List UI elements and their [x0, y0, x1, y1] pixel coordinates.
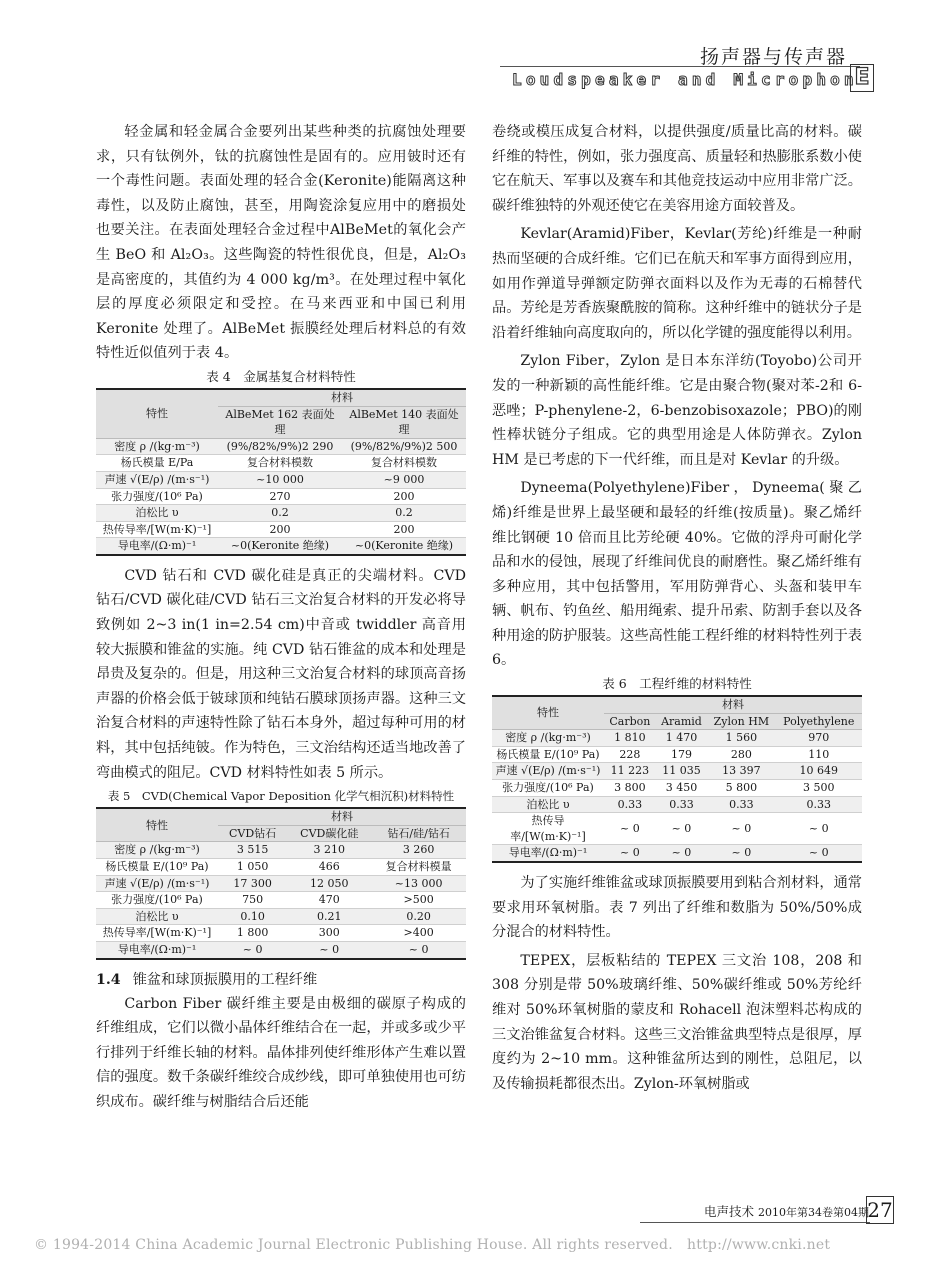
cell: 17 300 [218, 875, 287, 892]
table-column-header: AlBeMet 162 表面处理 [218, 406, 342, 438]
cell: 750 [218, 892, 287, 909]
cell: 970 [776, 730, 862, 747]
cell: 1 470 [656, 730, 707, 747]
right-column [492, 120, 862, 1096]
row-label: 密度 ρ /(kg·m⁻³) [96, 842, 218, 859]
cell: 0.20 [371, 908, 466, 925]
table-header-group: 材料 [218, 808, 466, 825]
cell: ~ 0 [776, 813, 862, 845]
row-label: 声速 √(E/ρ) /(m·s⁻¹) [492, 763, 604, 780]
cell: 3 515 [218, 842, 287, 859]
table-column-header: AlBeMet 140 表面处理 [342, 406, 466, 438]
table-row [96, 875, 466, 892]
row-label: 泊松比 υ [492, 796, 604, 813]
body-paragraph: Kevlar(Aramid)Fiber，Kevlar(芳纶)纤维是一种耐热而坚硬的合成纤维。它们已在航天和军事方面得到应用，如用作弹道导弹额定防弹衣面料以及作为无毒的石棉替代品。芳纶是芳香族聚酰胺的简称。这种纤维中的链状分子是沿着纤维轴向高度取向的，所以化学键的强度能得以利用。 [492, 226, 862, 341]
table-header-group: 材料 [218, 389, 466, 406]
cell: >500 [371, 892, 466, 909]
cell: 110 [776, 746, 862, 763]
cell: ~ 0 [604, 845, 656, 862]
cell: 11 223 [604, 763, 656, 780]
cell: 5 800 [707, 780, 775, 797]
cell: 179 [656, 746, 707, 763]
table-row [96, 521, 466, 538]
cell: ~ 0 [707, 813, 775, 845]
table-row [96, 941, 466, 958]
cell: (9%/82%/9%)2 500 [342, 438, 466, 455]
table-header-property: 特性 [96, 389, 218, 438]
cell: 1 800 [218, 925, 287, 942]
row-label: 密度 ρ /(kg·m⁻³) [492, 730, 604, 747]
table-header-property: 特性 [96, 808, 218, 842]
cell: 3 260 [371, 842, 466, 859]
table-header-property: 特性 [492, 696, 604, 730]
cell: 0.2 [342, 505, 466, 522]
table-row [96, 892, 466, 909]
cell: ~ 0 [707, 845, 775, 862]
body-paragraph: Zylon Fiber，Zylon 是日本东洋纺(Toyobo)公司开发的一种新颖的高性能纤维。它是由聚合物(聚对苯-2和 6-恶唑；P-phenylene-2，6-benzobisoxazole；PBO)的刚性棒状链分子组成。它的典型用途是人体防弹衣。Zylon HM 是已考虑的下一代纤维，而且是对 Kevlar 的升级。 [492, 353, 862, 468]
header-logo-box: E [850, 64, 874, 92]
row-label: 杨氏模量 E/Pa [96, 455, 218, 472]
table-column-header: Polyethylene [776, 713, 862, 730]
cell: 3 210 [287, 842, 371, 859]
row-label: 泊松比 υ [96, 908, 218, 925]
header-rule [500, 66, 860, 67]
cell: 复合材料模数 [342, 455, 466, 472]
row-label: 声速 √(E/ρ) /(m·s⁻¹) [96, 875, 218, 892]
cell: 0.33 [776, 796, 862, 813]
cell: 200 [342, 521, 466, 538]
cell: 复合材料模量 [371, 859, 466, 876]
row-label: 热传导率/[W(m·K)⁻¹] [96, 925, 218, 942]
cell: ~ 0 [776, 845, 862, 862]
row-label: 热传导率/[W(m·K)⁻¹] [492, 813, 604, 845]
page-number: 27 [867, 1198, 893, 1222]
cell: 0.21 [287, 908, 371, 925]
table-row [96, 859, 466, 876]
cell: 200 [218, 521, 342, 538]
cell: 0.33 [604, 796, 656, 813]
row-label: 张力强度/(10⁶ Pa) [96, 892, 218, 909]
cell: ~ 0 [371, 941, 466, 958]
cell: 1 810 [604, 730, 656, 747]
cell: 3 450 [656, 780, 707, 797]
table-row [492, 763, 862, 780]
cell: ~13 000 [371, 875, 466, 892]
row-label: 泊松比 υ [96, 505, 218, 522]
table-row [96, 438, 466, 455]
cell: 280 [707, 746, 775, 763]
cell: ~ 0 [287, 941, 371, 958]
table-column-header: Carbon [604, 713, 656, 730]
cell: 复合材料模数 [218, 455, 342, 472]
table-row [96, 488, 466, 505]
table-column-header: Aramid [656, 713, 707, 730]
cell: 10 649 [776, 763, 862, 780]
row-label: 热传导率/[W(m·K)⁻¹] [96, 521, 218, 538]
journal-issue: 2010年第34卷第04期 [758, 1206, 869, 1219]
section-number: 1.4 [96, 971, 121, 988]
table-row [96, 455, 466, 472]
left-column [96, 120, 466, 1115]
cell: ~ 0 [218, 941, 287, 958]
table-column-header: 钻石/硅/钻石 [371, 825, 466, 842]
cell: 0.10 [218, 908, 287, 925]
body-paragraph: Carbon Fiber 碳纤维主要是由极细的碳原子构成的纤维组成，它们以微小晶体纤维结合在一起，并或多或少平行排列于纤维长轴的材料。晶体排列使纤维形体产生难以置信的强度。数千条碳纤维绞合成纱线，即可单独使用也可纺织成布。碳纤维与树脂结合后还能 [96, 995, 466, 1110]
running-header-title: 扬声器与传声器 [700, 46, 848, 68]
section-heading [96, 968, 466, 992]
body-paragraph: 轻金属和轻金属合金要列出某些种类的抗腐蚀处理要求，只有钛例外，钛的抗腐蚀性是固有的。应用铍时还有一个毒性问题。表面处理的轻合金(Keronite)能隔离这种毒性，以及防止腐蚀，甚至，用陶瓷涂复应用中的磨损处也要关注。在表面处理轻合金过程中AlBeMet的氧化会产生 BeO 和 Al₂O₃。这些陶瓷的特性很优良，但是，Al₂O₃ 是高密度的，其值约为 4 000 kg/m³。在处理过程中氧化层的厚度必须限定和受控。在马来西亚和中国已利用 Keronite 处理了。AlBeMet 振膜经处理后材料总的有效特性近似值列于表 4。 [96, 124, 466, 362]
cell: 12 050 [287, 875, 371, 892]
cell: 466 [287, 859, 371, 876]
table-row [96, 842, 466, 859]
table-row [96, 925, 466, 942]
journal-footer [704, 1202, 869, 1220]
cell: 13 397 [707, 763, 775, 780]
row-label: 导电率/(Ω·m)⁻¹ [96, 941, 218, 958]
cell: 1 560 [707, 730, 775, 747]
body-paragraph: CVD 钻石和 CVD 碳化硅是真正的尖端材料。CVD 钻石/CVD 碳化硅/CVD 钻石三文治复合材料的开发必将导致例如 2~3 in(1 in=2.54 cm)中音或 twiddler 高音用较大振膜和锥盆的实施。纯 CVD 钻石锥盆的成本和处理是昂贵及复杂的。但是，用这种三文治复合材料的球顶高音扬声器的价格会低于铍球顶和纯钻石膜球顶扬声器。这种三文治复合材料的声速特性除了钻石本身外，超过每种可用的材料，其中包括纯铍。作为特色，三文治结构还适当地改善了弯曲模式的阻尼。CVD 材料特性如表 5 所示。 [96, 567, 466, 781]
cell: 3 500 [776, 780, 862, 797]
table-caption: 表 4 金属基复合材料特性 [206, 368, 356, 384]
table-4 [96, 388, 466, 556]
row-label: 张力强度/(10⁶ Pa) [492, 780, 604, 797]
table-row [96, 471, 466, 488]
cell: ~9 000 [342, 471, 466, 488]
cell: ~ 0 [656, 813, 707, 845]
table-caption: 表 5 CVD(Chemical Vapor Deposition 化学气相沉积)材料特性 [107, 789, 455, 804]
table-column-header: CVD钻石 [218, 825, 287, 842]
table-row [96, 908, 466, 925]
cell: 470 [287, 892, 371, 909]
cell: 11 035 [656, 763, 707, 780]
table-row [492, 780, 862, 797]
cell: ~ 0 [656, 845, 707, 862]
cell: >400 [371, 925, 466, 942]
row-label: 导电率/(Ω·m)⁻¹ [492, 845, 604, 862]
table-row [96, 505, 466, 522]
cell: 0.33 [707, 796, 775, 813]
table-row [492, 845, 862, 862]
body-paragraph: Dyneema(Polyethylene)Fiber，Dyneema(聚乙烯)纤维是世界上最坚硬和最轻的纤维(按质量)。聚乙烯纤维比钢硬 10 倍而且比芳纶硬 40%。它做的浮舟可耐化学品和水的侵蚀，展现了纤维间优良的耐磨性。聚乙烯纤维有多种应用，其中包括警用，军用防弹背心、头盔和装甲车辆、帆布、钓鱼丝、船用绳索、提升吊索、防割手套以及各种用途的防护服装。这些高性能工程纤维的材料特性列于表 6。 [492, 480, 862, 669]
row-label: 密度 ρ /(kg·m⁻³) [96, 438, 218, 455]
cell: 3 800 [604, 780, 656, 797]
table-column-header: Zylon HM [707, 713, 775, 730]
cell: 228 [604, 746, 656, 763]
cell: 200 [342, 488, 466, 505]
section-title: 锥盆和球顶振膜用的工程纤维 [132, 971, 318, 988]
row-label: 杨氏模量 E/(10⁹ Pa) [492, 746, 604, 763]
table-column-header: CVD碳化硅 [287, 825, 371, 842]
row-label: 杨氏模量 E/(10⁹ Pa) [96, 859, 218, 876]
table-6 [492, 695, 862, 863]
row-label: 导电率/(Ω·m)⁻¹ [96, 538, 218, 555]
journal-name: 电声技术 [704, 1204, 755, 1219]
table-header-group: 材料 [604, 696, 862, 713]
table-5 [96, 807, 466, 959]
cell: ~0(Keronite 绝缘) [342, 538, 466, 555]
cell: 0.2 [218, 505, 342, 522]
footer-rule [640, 1222, 870, 1223]
body-paragraph: 卷绕或模压成复合材料，以提供强度/质量比高的材料。碳纤维的特性，例如，张力强度高、质量轻和热膨胀系数小使它在航天、军事以及赛车和其他竞技运动中应用非常广泛。碳纤维独特的外观还使它在美容用途方面较普及。 [492, 124, 862, 214]
cell: ~0(Keronite 绝缘) [218, 538, 342, 555]
copyright-notice: © 1994-2014 China Academic Journal Electronic Publishing House. All rights reserved. http://www.cnki.net [34, 1237, 831, 1253]
cell: 1 050 [218, 859, 287, 876]
running-header-subtitle: Loudspeaker and Microphon [512, 70, 858, 89]
cell: 300 [287, 925, 371, 942]
table-row [492, 796, 862, 813]
table-row [492, 746, 862, 763]
table-caption: 表 6 工程纤维的材料特性 [602, 676, 752, 692]
table-row [492, 730, 862, 747]
body-paragraph: 为了实施纤维锥盆或球顶振膜要用到粘合剂材料，通常要求用环氧树脂。表 7 列出了纤维和数脂为 50%/50%成分混合的材料特性。 [492, 875, 862, 941]
cell: (9%/82%/9%)2 290 [218, 438, 342, 455]
table-row [492, 813, 862, 845]
row-label: 张力强度/(10⁶ Pa) [96, 488, 218, 505]
body-paragraph: TEPEX，层板粘结的 TEPEX 三文治 108，208 和 308 分别是带 50%玻璃纤维、50%碳纤维或 50%芳纶纤维对 50%环氧树脂的蒙皮和 Rohacell 泡沫塑料芯构成的三文治锥盆复合材料。这些三文治锥盆典型特点是很厚，厚度约为 2~10 mm。这种锥盆所达到的刚性，总阻尼，以及传输损耗都很杰出。Zylon-环氧树脂或 [492, 952, 862, 1092]
table-row [96, 538, 466, 555]
cell: 270 [218, 488, 342, 505]
cell: 0.33 [656, 796, 707, 813]
cell: ~ 0 [604, 813, 656, 845]
row-label: 声速 √(E/ρ) /(m·s⁻¹) [96, 471, 218, 488]
cell: ~10 000 [218, 471, 342, 488]
